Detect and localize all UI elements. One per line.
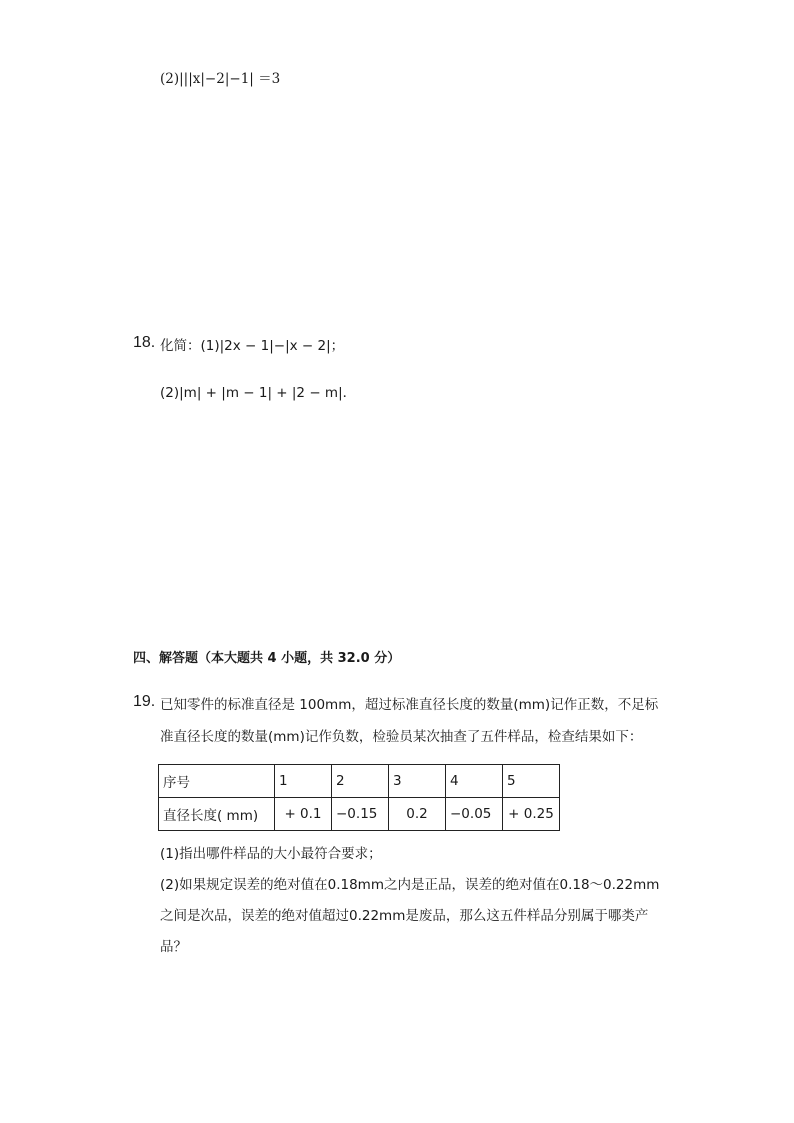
table-cell: 1: [275, 765, 332, 798]
q19-sub1: (1)指出哪件样品的大小最符合要求；: [160, 846, 382, 862]
q19-sub2-line3: 品？: [160, 939, 187, 955]
table-cell: 序号: [159, 765, 275, 798]
table-row: [159, 798, 560, 831]
table-cell: 4: [446, 765, 503, 798]
q19-number: 19.: [133, 693, 156, 710]
table-cell: −0.15: [332, 798, 389, 831]
table-cell: 2: [332, 765, 389, 798]
table-cell: + 0.25: [503, 798, 560, 831]
table-cell: −0.05: [446, 798, 503, 831]
table-cell: 0.2: [389, 798, 446, 831]
q18-part2: (2)|m| + |m − 1| + |2 − m|．: [160, 385, 357, 401]
q19-line2: 准直径长度的数量(mm)记作负数，检验员某次抽查了五件样品，检查结果如下：: [160, 729, 643, 745]
q17-part2: (2)|||x|−2|−1| ＝3: [160, 71, 281, 87]
q18-part1: 化简：(1)|2x − 1|−|x − 2|；: [160, 338, 345, 354]
q18-number: 18.: [133, 334, 156, 351]
table-header-row: [159, 765, 560, 798]
q19-sub2-line2: 之间是次品，误差的绝对值超过0.22mm是废品，那么这五件样品分别属于哪类产: [160, 908, 649, 924]
table-cell: + 0.1: [275, 798, 332, 831]
table-cell: 直径长度( mm): [159, 798, 275, 831]
section4-heading: 四、解答题（本大题共 4 小题，共 32.0 分）: [133, 651, 401, 666]
table-cell: 3: [389, 765, 446, 798]
results-table: [158, 764, 560, 831]
q19-sub2-line1: (2)如果规定误差的绝对值在0.18mm之内是正品，误差的绝对值在0.18～0.22mm: [160, 877, 660, 893]
table-cell: 5: [503, 765, 560, 798]
q19-line1: 已知零件的标准直径是 100mm，超过标准直径长度的数量(mm)记作正数，不足标: [160, 697, 659, 713]
